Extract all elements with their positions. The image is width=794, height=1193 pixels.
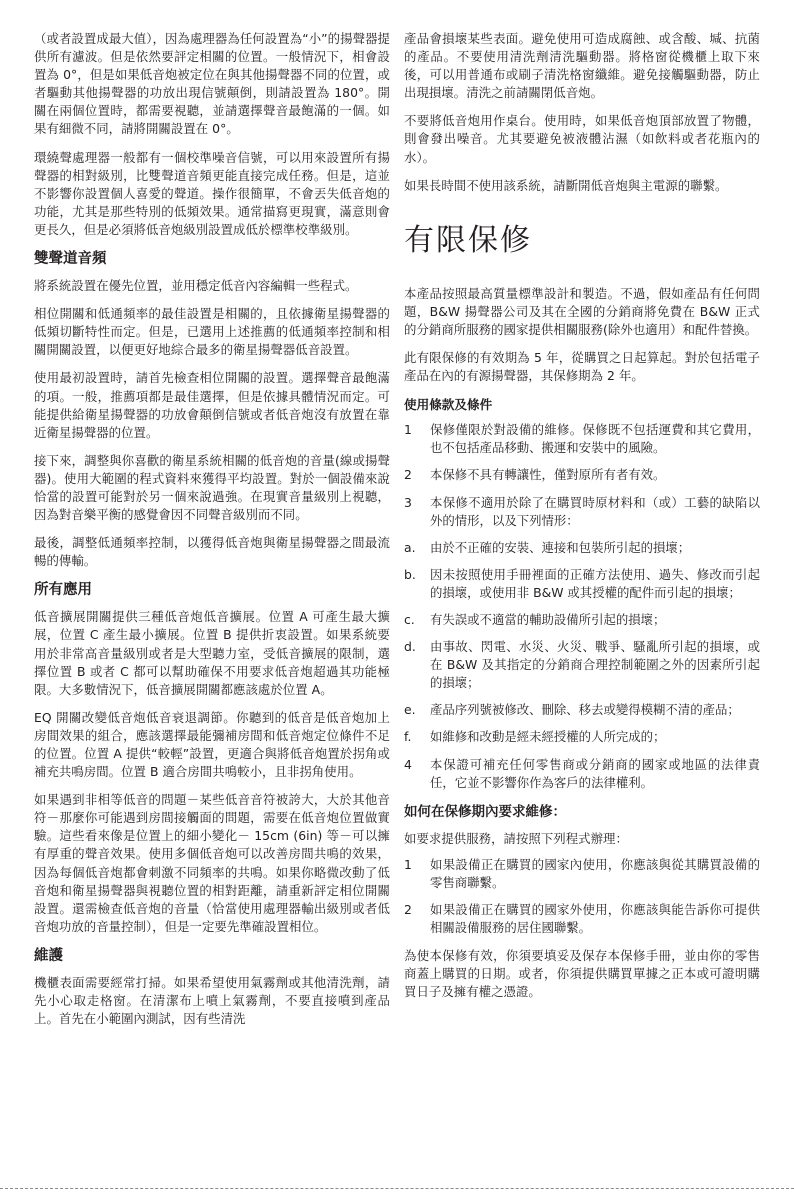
section-heading-maintenance: 維護: [34, 947, 63, 964]
list-marker: c.: [404, 611, 415, 627]
claim-steps-list: [404, 856, 760, 937]
paragraph: 為使本保修有效，你須要填妥及保存本保修手冊，並由你的零售商蓋上購買的日期。或者，你須提供購買單據之正本或可證明購買日子及擁有權之憑證。: [404, 948, 760, 1000]
list-item: [404, 466, 760, 484]
paragraph: 相位開關和低通頻率的最佳設置是相關的，且依據衛星揚聲器的低頻切斷特性而定。但是，已選用上述推薦的低通頻率控制和相關開關設置，以便更好地綜合最多的衛星揚聲器低音設置。: [34, 306, 390, 358]
paragraph: 此有限保修的有效期為 5 年，從購買之日起算起。對於包括電子產品在內的有源揚聲器，其保修期為 2 年。: [404, 350, 760, 384]
list-item: [404, 494, 760, 530]
list-item: [404, 901, 760, 937]
list-item-text: 由事故、閃電、水災、火災、戰爭、騷亂所引起的損壞，或在 B&W 及其指定的分銷商合理控制範圍之外的因素所引起的損壞；: [430, 639, 760, 691]
paragraph: 最後，調整低通頻率控制，以獲得低音炮與衛星揚聲器之間最流暢的傳輸。: [34, 535, 390, 569]
list-item: [404, 566, 760, 602]
list-item: [404, 421, 760, 457]
list-item-text: 保修僅限於對設備的維修。保修既不包括運費和其它費用，也不包括產品移動、搬運和安裝中的風險。: [430, 422, 760, 456]
list-item-text: 如維修和改動是經未經授權的人所完成的；: [430, 729, 666, 745]
list-marker: 2: [404, 902, 412, 917]
list-marker: e.: [404, 702, 416, 718]
list-item-text: 產品序列號被修改、刪除、移去或變得模糊不清的產品；: [430, 702, 740, 718]
list-item: [404, 539, 760, 557]
paragraph: 機櫃表面需要經常打掃。如果希望使用氣霧劑或其他清洗劑，請先小心取走格窗。在清潔布上噴上氣霧劑，不要直接噴到產品上。首先在小範圍內測試，因有些清洗: [34, 974, 390, 1027]
paragraph: （或者設置成最大值），因為處理器為任何設置為“小”的揚聲器提供所有濾波。但是依然要評定相關的位置。一般情況下，相會設置為 0°，但是如果低音炮被定位在與其他揚聲器不同的位置，或者驅動其他揚聲器的功放出現信號顛倒，則請設置為 180°。開關在兩個位置時，都需要視聽，並請選擇聲音最飽滿的一個。如果有細微不同，請將開關設置在 0°。: [34, 31, 390, 137]
list-item-text: 本保修不適用於除了在購買時原材料和（或）工藝的缺陷以外的情形，以及下列情形：: [430, 494, 760, 528]
list-item: [404, 701, 760, 719]
paragraph: 低音擴展開關提供三種低音炮低音擴展。位置 A 可產生最大擴展，位置 C 產生最小擴展。位置 B 提供折衷設置。如果系統要用於非常高音量級別或者是大型聽力室，受低音擴展的限制，選擇位置 B 或者 C 都可以幫助確保不用要求低音炮超過其功能極限。大多數情況下，低音擴展開關都應該處於位置 A。: [34, 609, 390, 697]
paragraph: 產品會損壞某些表面。避免使用可造成腐蝕、或含酸、堿、抗菌的產品。不要使用清洗劑清洗驅動器。將格窗從機櫃上取下來後，可以用普通布或刷子清洗格窗纖維。避免接觸驅動器，防止出現損壞。清洗之前請關閉低音炮。: [404, 31, 760, 101]
list-item: [404, 856, 760, 892]
left-column: [34, 30, 390, 1038]
paragraph: 環繞聲處理器一般都有一個校準噪音信號，可以用來設置所有揚聲器的相對級別，比雙聲道音頻更能直接完成任務。但是，這並不影響你設置個人喜愛的聲道。操作很簡單，不會丟失低音炮的功能，尤其是那些特別的低頻效果。通常描寫更現實，滿意則會更長久，但是必須將低音炮級別設置成低於標準校準級別。: [34, 149, 390, 237]
list-item: [404, 728, 760, 746]
page-bottom-rule: [0, 1188, 794, 1189]
section-heading-terms: 使用條款及條件: [404, 397, 493, 413]
section-heading-stereo: 雙聲道音頻: [34, 251, 107, 268]
paragraph: 如要求提供服務，請按照下列程式辦理：: [404, 830, 628, 846]
section-heading-how-to-claim: 如何在保修期內要求維修：: [404, 803, 566, 820]
list-item: [404, 756, 760, 792]
list-item-text: 本保修不具有轉讓性，僅對原所有者有效。: [430, 467, 666, 483]
list-marker: 4: [404, 756, 412, 772]
list-marker: 1: [404, 856, 412, 872]
list-marker: 2: [404, 467, 412, 483]
list-marker: 3: [404, 494, 412, 510]
list-item-text: 本保證可補充任何零售商或分銷商的國家或地區的法律責任，它並不影響你作為客戶的法律權利。: [430, 756, 760, 790]
list-item-text: 如果設備正在購買的國家外使用，你應該與能告訴你可提供相關設備服務的居住國聯繫。: [430, 902, 760, 936]
list-marker: 1: [404, 422, 412, 438]
list-item-text: 因未按照使用手冊裡面的正確方法使用、過失、修改而引起的損壞，或使用非 B&W 或其授權的配件而引起的損壞；: [430, 566, 760, 600]
paragraph: 不要將低音炮用作桌台。使用時，如果低音炮頂部放置了物體，則會發出噪音。尤其要避免被液體沾濕（如飲料或者花瓶內的水）。: [404, 113, 760, 165]
list-item: [404, 611, 760, 629]
right-column: [404, 30, 760, 1011]
paragraph: 如果遇到非相等低音的問題－某些低音音符被誇大，大於其他音符－那麼你可能遇到房間接觸面的問題，需要在低音炮位置做實驗。這些看來像是位置上的細小變化－ 15cm (6in) 等－可以擁有厚重的聲音效果。使用多個低音炮可以改善房間共鳴的效果，因為每個低音炮都會刺激不同頻率的共鳴。如果你略微改動了低音炮和衛星揚聲器與視聽位置的相對距離，請重新評定相位開關設置。還需檢查低音炮的音量（恰當使用處理器輸出級別或者低音炮功放的音量控制），但是一定要先準確設置相位。: [34, 792, 390, 934]
paragraph: EQ 開關改變低音炮低音衰退調節。你聽到的低音是低音炮加上房間效果的組合，應該選擇最能彌補房間和低音炮定位條件不足的位置。位置 A 提供“較輕”設置，更適合與將低音炮置於拐角或補充共鳴房間。位置 B 適合房間共鳴較小，且非拐角使用。: [34, 709, 390, 780]
list-marker: b.: [404, 566, 416, 582]
list-marker: a.: [404, 539, 416, 555]
list-item-text: 有失誤或不適當的輔助設備所引起的損壞；: [430, 611, 666, 627]
paragraph: 使用最初設置時，請首先檢查相位開關的設置。選擇聲音最飽滿的項。一般，推薦項都是最佳選擇，但是依據具體情況而定。可能提供給衛星揚聲器的功放會顛倒信號或者低音炮沒有放置在靠近衛星揚聲器的位置。: [34, 370, 390, 440]
list-item: [404, 638, 760, 692]
section-heading-all-applications: 所有應用: [34, 582, 92, 599]
terms-list: [404, 421, 760, 792]
paragraph: 本產品按照最高質量標準設計和製造。不過，假如產品有任何問題，B&W 揚聲器公司及其在全國的分銷商將免費在 B&W 正式的分銷商所服務的國家提供相關服務(除外也適用）和配件替換。: [404, 285, 760, 337]
warranty-title: 有限保修: [404, 222, 532, 258]
list-marker: f.: [404, 729, 412, 745]
paragraph: 如果長時間不使用該系統，請斷開低音炮與主電源的聯繫。: [404, 177, 728, 193]
paragraph: 將系統設置在優先位置，並用穩定低音內容編輯一些程式。: [34, 278, 358, 294]
list-item-text: 如果設備正在購買的國家內使用，你應該與從其購買設備的零售商聯繫。: [430, 856, 760, 890]
paragraph: 接下來，調整與你喜歡的衛星系統相關的低音炮的音量(線或揚聲器)。使用大範圍的程式資料來獲得平均設置。對於一個設備來說恰當的設置可能對於另一個來說過強。在現實音量級別上視聽，因為對音樂平衡的感覺會因不同聲音級別而不同。: [34, 452, 390, 523]
list-item-text: 由於不正確的安裝、連接和包裝所引起的損壞；: [430, 539, 691, 555]
list-marker: d.: [404, 639, 416, 655]
